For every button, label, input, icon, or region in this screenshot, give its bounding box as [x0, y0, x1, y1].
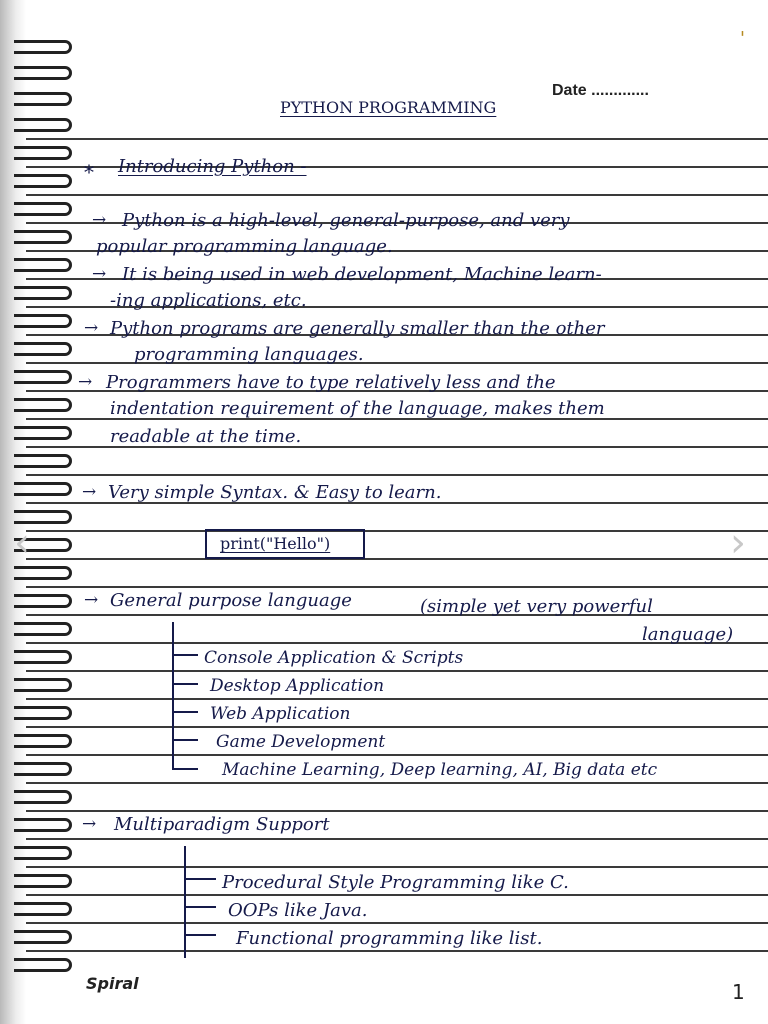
paragraph-line: popular programming language. [96, 236, 393, 257]
arrow-icon: → [92, 210, 107, 230]
tree-branch [172, 654, 198, 656]
coil [14, 706, 72, 720]
syntax-point: Very simple Syntax. & Easy to learn. [108, 482, 442, 503]
coil [14, 146, 72, 160]
list-item: Desktop Application [210, 676, 385, 696]
list-item: OOPs like Java. [228, 900, 368, 921]
coil [14, 594, 72, 608]
paragraph-line: -ing applications, etc. [110, 290, 307, 311]
list-item: Web Application [210, 704, 351, 724]
section-heading-multiparadigm: Multiparadigm Support [114, 814, 330, 835]
general-purpose-note-cont: language) [642, 624, 734, 645]
coil [14, 622, 72, 636]
corner-mark: ' [740, 28, 745, 49]
list-item: Console Application & Scripts [204, 648, 464, 668]
code-example: print("Hello") [220, 534, 331, 553]
coil [14, 174, 72, 188]
coil [14, 342, 72, 356]
coil [14, 846, 72, 860]
tree-branch [172, 711, 198, 713]
list-item: Machine Learning, Deep learning, AI, Big data etc [222, 760, 658, 780]
coil [14, 874, 72, 888]
coil [14, 818, 72, 832]
coil [14, 92, 72, 106]
page-number: 1 [732, 980, 745, 1004]
coil [14, 40, 72, 54]
section-heading-general-purpose: General purpose language [110, 590, 352, 611]
list-item: Procedural Style Programming like C. [222, 872, 569, 893]
coil [14, 482, 72, 496]
arrow-icon: → [82, 814, 97, 834]
paragraph-line: Python is a high-level, general-purpose, and very [122, 210, 570, 231]
next-page-icon[interactable]: › [730, 520, 746, 566]
coil [14, 566, 72, 580]
coil [14, 930, 72, 944]
tree-branch [172, 739, 198, 741]
general-purpose-note: (simple yet very powerful [420, 596, 653, 617]
tree-branch [184, 906, 216, 908]
page-title: PYTHON PROGRAMMING [280, 98, 497, 117]
brand-label: Spiral [86, 974, 139, 993]
tree-branch [184, 878, 216, 880]
coil [14, 734, 72, 748]
coil [14, 230, 72, 244]
coil [14, 202, 72, 216]
tree-connector [172, 622, 174, 770]
coil [14, 66, 72, 80]
paragraph-line: indentation requirement of the language, makes them [110, 398, 605, 419]
coil [14, 118, 72, 132]
arrow-icon: → [78, 372, 93, 392]
tree-branch [184, 934, 216, 936]
spiral-binding [0, 0, 26, 1024]
coil [14, 398, 72, 412]
coil [14, 762, 72, 776]
page-top-margin [0, 0, 768, 112]
tree-connector [184, 846, 186, 958]
paragraph-line: It is being used in web development, Machine learn- [122, 264, 602, 285]
paragraph-line: Programmers have to type relatively less and the [106, 372, 556, 393]
list-item: Functional programming like list. [236, 928, 543, 949]
date-label: Date ............. [552, 82, 649, 99]
arrow-icon: → [84, 590, 99, 610]
coil [14, 902, 72, 916]
coil [14, 958, 72, 972]
coil [14, 678, 72, 692]
paragraph-line: Python programs are generally smaller than the other [110, 318, 605, 339]
coil [14, 370, 72, 384]
coil [14, 426, 72, 440]
coil [14, 314, 72, 328]
tree-branch [172, 683, 198, 685]
list-item: Game Development [216, 732, 386, 752]
previous-page-icon[interactable]: ‹ [14, 520, 30, 566]
arrow-icon: → [92, 264, 107, 284]
coil [14, 258, 72, 272]
coil [14, 286, 72, 300]
coil [14, 454, 72, 468]
arrow-icon: → [84, 318, 99, 338]
arrow-icon: → [82, 482, 97, 502]
paragraph-line: programming languages. [134, 344, 364, 365]
coil [14, 650, 72, 664]
paragraph-line: readable at the time. [110, 426, 302, 447]
bullet-icon: * [84, 160, 94, 184]
coil [14, 790, 72, 804]
section-heading-intro: Introducing Python - [118, 156, 307, 177]
tree-branch [172, 768, 198, 770]
